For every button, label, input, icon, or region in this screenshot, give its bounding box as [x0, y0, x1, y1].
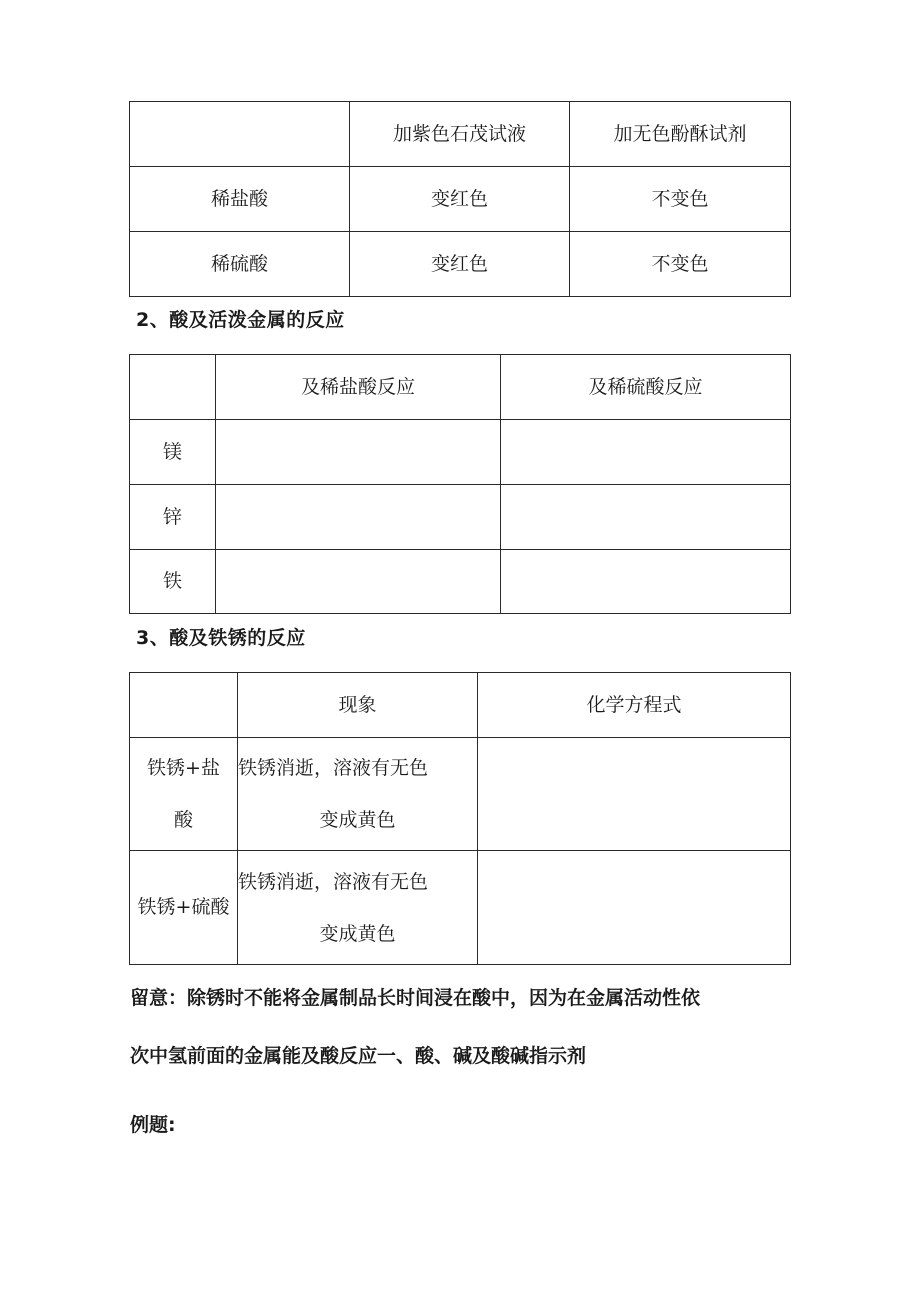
table-row	[130, 485, 791, 550]
table-cell	[238, 851, 478, 965]
table-cell	[216, 420, 501, 485]
table-header-row	[130, 102, 791, 167]
table-row	[130, 420, 791, 485]
phenomenon-line: 变成黄色	[319, 922, 396, 945]
indicator-table	[129, 101, 791, 297]
table-cell: 锌	[130, 485, 216, 550]
table-row	[130, 232, 791, 297]
table-cell: 不变色	[570, 232, 791, 297]
table-header-cell: 及稀硫酸反应	[501, 355, 791, 420]
table-cell	[238, 738, 478, 851]
table-cell	[501, 420, 791, 485]
table-row	[130, 167, 791, 232]
table-cell: 铁	[130, 550, 216, 614]
table-header-cell: 化学方程式	[478, 673, 791, 738]
table-header-cell	[130, 673, 238, 738]
phenomenon-line: 变成黄色	[319, 809, 396, 831]
table-header-cell: 加无色酚酥试剂	[570, 102, 791, 167]
table-cell	[216, 550, 501, 614]
table-row	[130, 851, 791, 965]
table-header-cell: 及稀盐酸反应	[216, 355, 501, 420]
table-header-cell: 现象	[238, 673, 478, 738]
table-cell: 不变色	[570, 167, 791, 232]
rust-reaction-table	[129, 672, 791, 965]
table-header-row	[130, 355, 791, 420]
note-text: 次中氢前面的金属能及酸反应一、酸、碱及酸碱指示剂	[130, 1045, 587, 1067]
table-cell	[216, 485, 501, 550]
table-cell: 变红色	[350, 232, 570, 297]
table-cell: 稀硫酸	[130, 232, 350, 297]
phenomenon-line: 铁锈消逝，溶液有无色	[238, 870, 429, 893]
table-row	[130, 550, 791, 614]
table-row	[130, 738, 791, 851]
note-text: 留意：除锈时不能将金属制品长时间浸在酸中，因为在金属活动性依	[130, 987, 701, 1009]
metal-reaction-table	[129, 354, 791, 614]
table-cell: 稀盐酸	[130, 167, 350, 232]
table-cell: 变红色	[350, 167, 570, 232]
table-cell	[501, 550, 791, 614]
table-cell	[478, 851, 791, 965]
table-cell	[130, 738, 238, 851]
section-heading: 2、酸及活泼金属的反应	[136, 309, 345, 331]
table-header-row	[130, 673, 791, 738]
table-cell	[501, 485, 791, 550]
table-header-cell: 加紫色石茂试液	[350, 102, 570, 167]
row-label-line: 铁锈+盐	[147, 757, 220, 779]
section-heading: 3、酸及铁锈的反应	[136, 627, 306, 649]
table-cell: 镁	[130, 420, 216, 485]
phenomenon-line: 铁锈消逝，溶液有无色	[238, 757, 429, 779]
table-header-cell	[130, 355, 216, 420]
row-label-line: 酸	[173, 809, 193, 831]
table-header-cell	[130, 102, 350, 167]
example-label: 例题:	[130, 1114, 176, 1136]
table-cell	[478, 738, 791, 851]
table-cell: 铁锈+硫酸	[130, 851, 238, 965]
